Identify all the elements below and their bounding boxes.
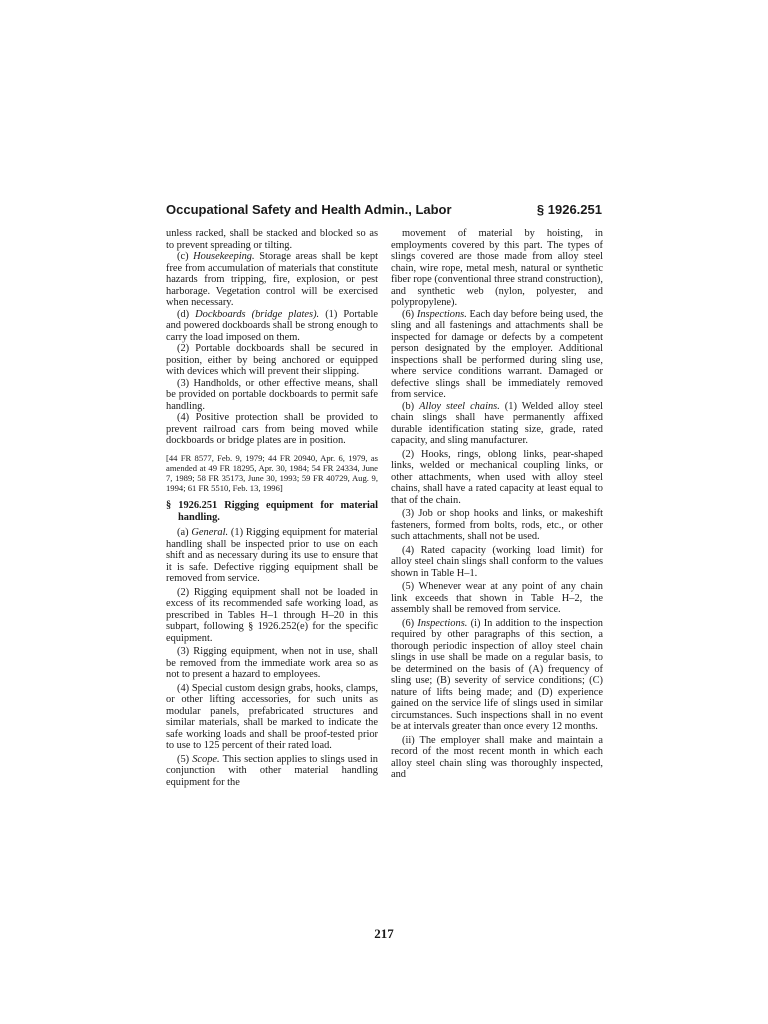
left-column: [166, 228, 378, 922]
paragraph: (3) Rigging equipment, when not in use, shall be removed from the immediate work area so as not to present a hazard to employees.: [166, 646, 378, 681]
paragraph-general: (a) General. (1) Rigging equipment for material handling shall be inspected prior to use on each shift and as necessary during its use to ensure that it is safe. Defective rigging equipment shall be removed from service.: [166, 527, 378, 585]
paragraph-heading: Scope.: [192, 753, 220, 765]
paragraph: (5) Whenever wear at any point of any chain link exceeds that shown in Table H–2, the assembly shall be removed from service.: [391, 581, 603, 615]
paragraph-heading: Alloy steel chains.: [419, 400, 500, 412]
paragraph-heading: Inspections.: [417, 617, 468, 629]
paragraph-periodic-inspections: (6) Inspections. (i) In addition to the inspection required by other paragraphs of this section, a thorough periodic inspection of alloy steel chain slings in use shall be made on a regular basis, to be determined on the basis of (A) frequency of sling use; (B) severity of service conditions; (C) nature of lifts being made; and (D) experience gained on the service life of slings used in similar circumstances. Such inspections shall in no event be at intervals greater than once every 12 months.: [391, 617, 603, 732]
paragraph: (2) Portable dockboards shall be secured in position, either by being anchored or equipped with devices which will prevent their slipping.: [166, 343, 378, 377]
header-agency-title: Occupational Safety and Health Admin., Labor: [166, 202, 452, 217]
paragraph: (4) Positive protection shall be provided to prevent railroad cars from being moved while dockboards or bridge plates are in position.: [166, 412, 378, 446]
paragraph: unless racked, shall be stacked and blocked so as to prevent spreading or tilting.: [166, 228, 378, 251]
paragraph: (ii) The employer shall make and maintain a record of the most recent month in which each alloy steel chain sling was thoroughly inspected, and: [391, 734, 603, 780]
paragraph: (3) Job or shop hooks and links, or makeshift fasteners, formed from bolts, rods, etc., or other such attachments, shall not be used.: [391, 508, 603, 542]
source-citation: [44 FR 8577, Feb. 9, 1979; 44 FR 20940, Apr. 6, 1979, as amended at 49 FR 18295, Apr. 30, 1984; 54 FR 24334, June 7, 1989; 58 FR 35173, June 30, 1993; 59 FR 40729, Aug. 9, 1994; 61 FR 5510, Feb. 13, 1996]: [166, 452, 378, 494]
paragraph-dockboards: (d) Dockboards (bridge plates). (1) Portable and powered dockboards shall be strong enough to carry the load imposed on them.: [166, 308, 378, 343]
paragraph: movement of material by hoisting, in employments covered by this part. The types of slings covered are those made from alloy steel chain, wire rope, metal mesh, natural or synthetic fiber rope (conventional three strand construction), and synthetic web (nylon, polyester, and polypropylene).: [391, 228, 603, 308]
section-heading: § 1926.251 Rigging equipment for material handling.: [166, 500, 378, 523]
paragraph-alloy-steel-chains: (b) Alloy steel chains. (1) Welded alloy steel chain slings shall have permanently affixed durable identification stating size, grade, rated capacity, and sling manufacturer.: [391, 400, 603, 446]
running-header: [166, 202, 602, 222]
paragraph-heading: Housekeeping.: [193, 251, 255, 262]
paragraph: (4) Rated capacity (working load limit) for alloy steel chain slings shall conform to the values shown in Table H–1.: [391, 544, 603, 579]
paragraph-scope: (5) Scope. This section applies to slings used in conjunction with other material handling equipment for the: [166, 753, 378, 788]
right-column: [391, 228, 603, 922]
paragraph: (4) Special custom design grabs, hooks, clamps, or other lifting accessories, for such units as modular panels, prefabricated structures and similar materials, shall be marked to indicate the safe working loads and shall be proof-tested prior to use to 125 percent of their rated load.: [166, 682, 378, 752]
paragraph: (3) Handholds, or other effective means, shall be provided on portable dockboards to permit safe handling.: [166, 377, 378, 412]
paragraph: (2) Hooks, rings, oblong links, pear-shaped links, welded or mechanical coupling links, or other attachments, when used with alloy steel chains, shall have a rated capacity at least equal to that of the chain.: [391, 448, 603, 506]
page-number: 217: [374, 926, 394, 941]
paragraph-heading: Inspections.: [416, 308, 467, 320]
header-section-number: § 1926.251: [536, 202, 602, 217]
paragraph-heading: Dockboards (bridge plates).: [195, 308, 320, 320]
paragraph-inspections: (6) Inspections. Each day before being used, the sling and all fastenings and attachments shall be inspected for damage or defects by a competent person designated by the employer. Additional inspections shall be performed during sling use, where service conditions warrant. Damaged or defective slings shall be immediately removed from service.: [391, 308, 603, 400]
paragraph-housekeeping: (c) Housekeeping. Storage areas shall be kept free from accumulation of materials that constitute hazards from tripping, fire, explosion, or pest harborage. Vegetation control will be exercised when necessary.: [166, 251, 378, 308]
paragraph-heading: General.: [191, 527, 229, 539]
paragraph: (2) Rigging equipment shall not be loaded in excess of its recommended safe working load, as prescribed in Tables H–1 through H–20 in this subpart, following § 1926.252(e) for the specific equipment.: [166, 586, 378, 644]
